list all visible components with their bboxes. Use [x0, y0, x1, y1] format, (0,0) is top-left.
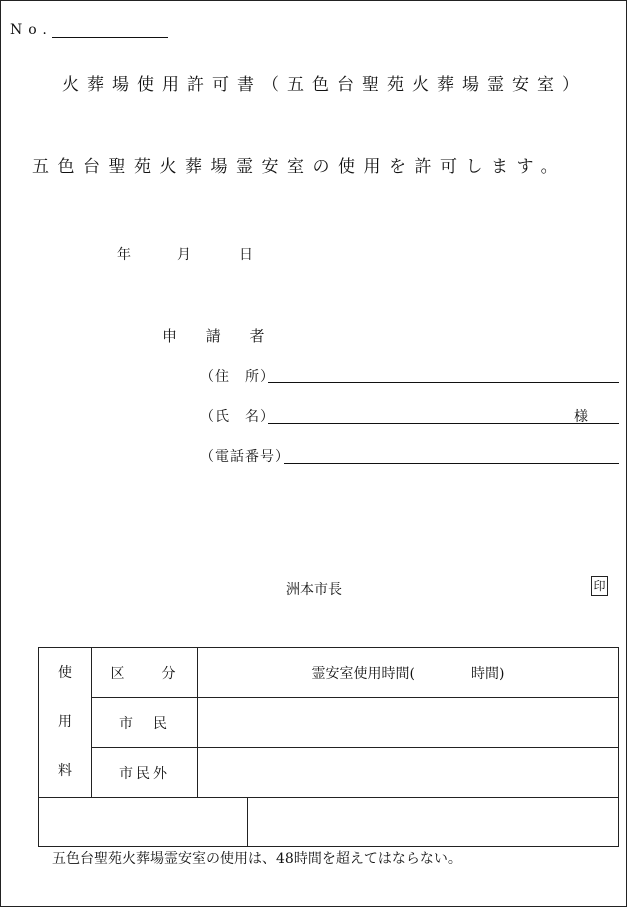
fee-side-char: 使 [58, 665, 72, 681]
document-title: 火葬場使用許可書（五色台聖苑火葬場霊安室） [62, 75, 587, 95]
header-usage-time: 霊安室使用時間( 時間) [198, 648, 619, 698]
name-field[interactable] [268, 422, 619, 424]
fee-cell-resident[interactable] [198, 698, 619, 748]
footer-cell-left[interactable] [39, 798, 248, 846]
row-label-nonresident: 市民外 [92, 748, 198, 798]
permission-statement: 五色台聖苑火葬場霊安室の使用を許可します。 [32, 157, 567, 177]
year-label: 年 [117, 247, 131, 263]
fee-table [38, 647, 619, 847]
address-label: （住 所） [200, 369, 275, 385]
fee-cell-nonresident[interactable] [198, 748, 619, 798]
honorific-label: 様 [574, 409, 588, 425]
name-label: （氏 名） [200, 409, 275, 425]
usage-note: 五色台聖苑火葬場霊安室の使用は、48時間を超えてはならない。 [52, 851, 462, 867]
number-label: No. [10, 22, 53, 38]
day-label: 日 [239, 247, 253, 263]
row-label-resident: 市 民 [92, 698, 198, 748]
fee-side-char: 用 [58, 714, 72, 730]
fee-side-char: 料 [58, 763, 72, 779]
mayor-title: 洲本市長 [286, 582, 342, 598]
phone-label: （電話番号） [200, 449, 290, 465]
header-category: 区 分 [92, 648, 198, 698]
phone-field[interactable] [284, 462, 619, 464]
applicant-label: 申 請 者 [162, 327, 277, 345]
month-label: 月 [177, 247, 191, 263]
number-field[interactable] [52, 37, 168, 38]
seal-stamp: 印 [591, 576, 608, 596]
footer-cell-right[interactable] [248, 798, 618, 846]
footer-row [39, 798, 619, 847]
address-field[interactable] [268, 381, 619, 383]
fee-side-label [39, 648, 92, 798]
